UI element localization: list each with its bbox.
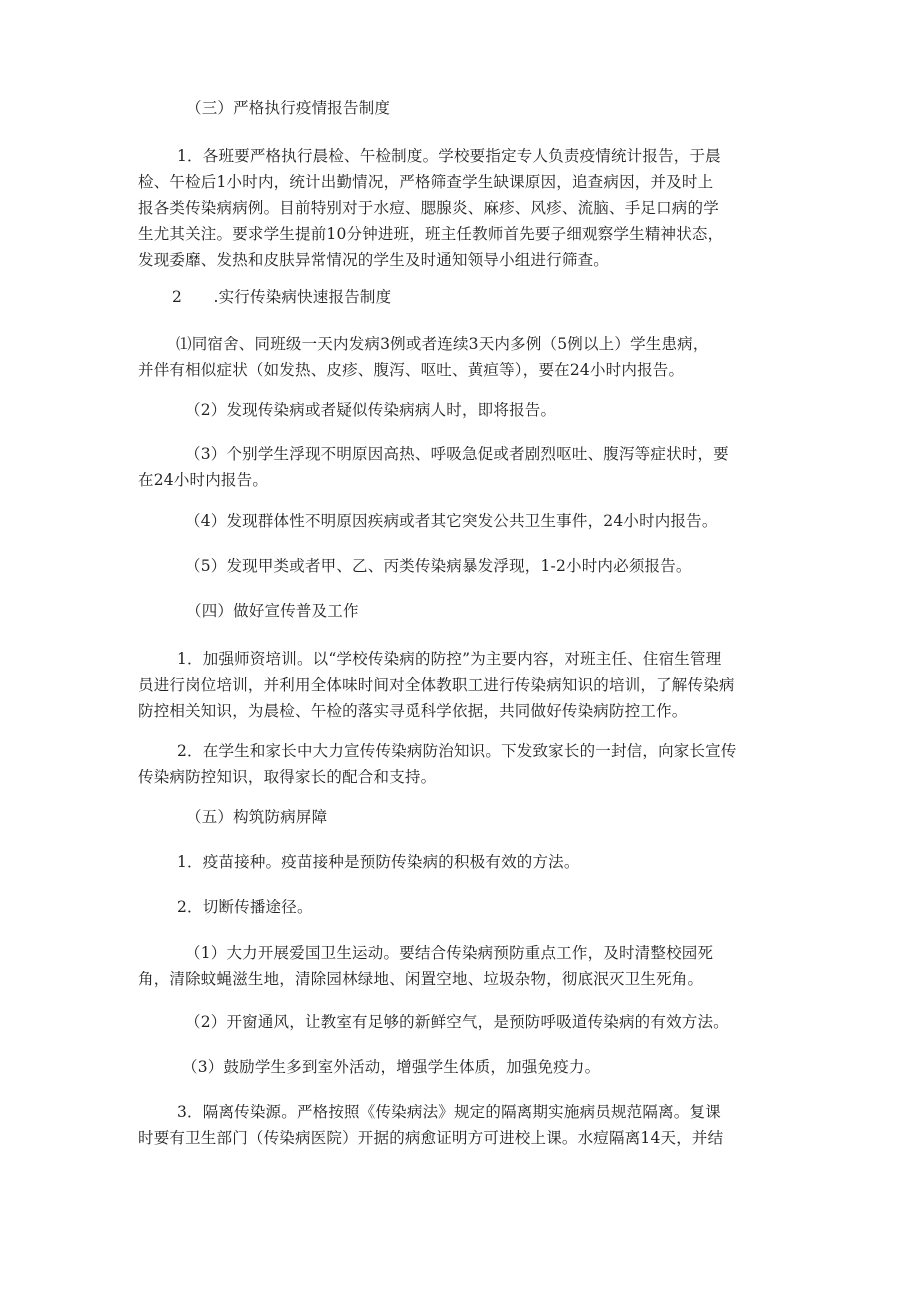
text-line: （三）严格执行疫情报告制度 — [186, 99, 391, 117]
text-line: （3）鼓励学生多到室外活动，增强学生体质，加强免疫力。 — [182, 1058, 601, 1076]
text-line: 2．在学生和家长中大力宣传传染病防治知识。下发致家长的一封信，向家长宣传 — [177, 742, 737, 760]
text-line: 员进行岗位培训，并利用全体味时间对全体教职工进行传染病知识的培训，了解传染病 — [138, 676, 735, 694]
text-line: 1．加强师资培训。以“学校传染病的防控”为主要内容，对班主任、住宿生管理 — [177, 650, 722, 668]
text-line: （3）个别学生浮现不明原因高热、呼吸急促或者剧烈呕吐、腹泻等症状时，要 — [185, 445, 729, 463]
text-line: 并伴有相似症状（如发热、皮疹、腹泻、呕吐、黄疸等），要在24小时内报告。 — [138, 361, 685, 379]
text-line: （4）发现群体性不明原因疾病或者其它突发公共卫生事件，24小时内报告。 — [185, 512, 718, 530]
text-line: （五）构筑防病屏障 — [186, 808, 328, 826]
text-line: 报各类传染病病例。目前特别对于水痘、腮腺炎、麻疹、风疹、流脑、手足口病的学 — [138, 199, 719, 217]
text-line: 2．切断传播途径。 — [177, 898, 313, 916]
text-line: 生尤其关注。要求学生提前10分钟进班，班主任教师首先要子细观察学生精神状态， — [138, 225, 724, 243]
text-line: 发现委靡、发热和皮肤异常情况的学生及时通知领导小组进行筛查。 — [138, 251, 610, 269]
text-line: （1）大力开展爱国卫生运动。要结合传染病预防重点工作，及时清整校园死 — [185, 944, 714, 962]
text-line: 2 .实行传染病快速报告制度 — [172, 288, 392, 306]
text-line: 3．隔离传染源。严格按照《传染病法》规定的隔离期实施病员规范隔离。复课 — [177, 1103, 721, 1121]
text-line: （四）做好宣传普及工作 — [186, 602, 359, 620]
text-line: ⑴同宿舍、同班级一天内发病3例或者连续3天内多例（5例以上）学生患病， — [176, 335, 709, 353]
text-line: （5）发现甲类或者甲、乙、丙类传染病暴发浮现，1-2小时内必须报告。 — [185, 557, 692, 575]
text-line: 角，清除蚊蝇滋生地，清除园林绿地、闲置空地、垃圾杂物，彻底泯灭卫生死角。 — [138, 970, 704, 988]
text-line: 1．疫苗接种。疫苗接种是预防传染病的积极有效的方法。 — [177, 853, 580, 871]
text-line: 检、午检后1小时内，统计出勤情况，严格筛查学生缺课原因，追查病因，并及时上 — [138, 173, 714, 191]
text-line: 1．各班要严格执行晨检、午检制度。学校要指定专人负责疫情统计报告，于晨 — [177, 147, 721, 165]
text-line: 时要有卫生部门（传染病医院）开据的病愈证明方可进校上课。水痘隔离14天，并结 — [138, 1129, 724, 1147]
text-line: 防控相关知识，为晨检、午检的落实寻觅科学依据，共同做好传染病防控工作。 — [138, 702, 688, 720]
text-line: （2）发现传染病或者疑似传染病病人时，即将报告。 — [185, 401, 557, 419]
text-line: 传染病防控知识，取得家长的配合和支持。 — [138, 768, 437, 786]
text-line: 在24小时内报告。 — [138, 471, 269, 489]
text-line: （2）开窗通风，让教室有足够的新鲜空气，是预防呼吸道传染病的有效方法。 — [185, 1013, 729, 1031]
